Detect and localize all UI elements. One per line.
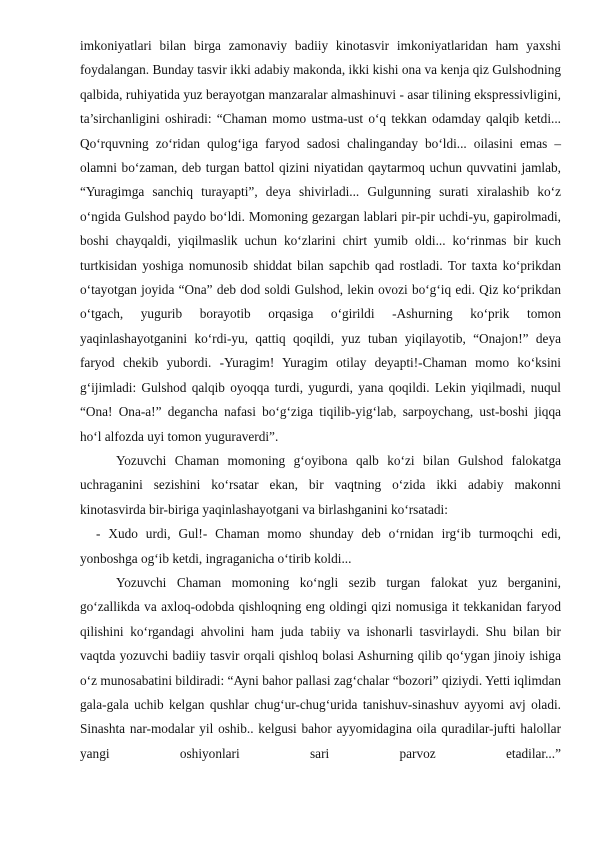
body-paragraph: Yozuvchi Chaman momoning ko‘ngli sezib turgan falokat yuz berganini, go‘zallikda va axloq-odobda qishloqning eng oldingi qizi nomusiga it tekkanidan faryod qilishini ko‘rgandagi ahvolini ham juda tabiiy va ishonarli tasvirlaydi. Shu bilan bir vaqtda yozuvchi badiiy tasvir orqali qishloq bolasi Ashurning qilib qo‘ygan jinoiy ishiga o‘z munosabatini bildiradi: “Ayni bahor pallasi zag‘chalar “bozori” qiziydi. Yetti iqlimdan gala-gala uchib kelgan qushlar chug‘ur-chug‘urida tanishuv-sinashuv ayyomi avj oladi. Sinashta nar-modalar yil oshib.. kelgusi bahor ayyomidagina oila quradilar-jufti halollar yangi oshiyonlari sari parvoz etadilar...” [80, 574, 561, 761]
dialogue-paragraph: - Xudo urdi, Gul!- Chaman momo shunday deb o‘rnidan irg‘ib turmoqchi edi, yonboshga og‘ib ketdi, ingraganicha o‘tirib koldi... [80, 526, 561, 566]
document-page [80, 34, 561, 766]
body-paragraph: imkoniyatlari bilan birga zamonaviy badiiy kinotasvir imkoniyatlaridan ham yaxshi foydalangan. Bunday tasvir ikki adabiy makonda, ikki kishi ona va kenja qiz Gulshodning qalbida, ruhiyatida yuz berayotgan manzaralar almashinuvi - asar tilining ekspressivligini, ta’sirchanligini oshiradi: “Chaman momo ustma-ust o‘q tekkan odamday qalqib ketdi... Qo‘rquvning zo‘ridan qulog‘iga faryod sadosi chalinganday bo‘ldi... oilasini emas – olamni bo‘zaman, deb turgan battol qizini niyatidan qaytarmoq uchun quvvatini jamlab, “Yuragimga sanchiq turayapti”, deya shivirladi... Gulgunning surati xiralashib ko‘z o‘ngida Gulshod paydo bo‘ldi. Momoning gezargan lablari pir-pir uchdi-yu, gapirolmadi, boshi chayqaldi, yiqilmaslik uchun ko‘zlarini chirt yumib oldi... ko‘rinmas bir kuch turtkisidan yoshiga nomunosib shiddat bilan sapchib qad rostladi. Tor taxta ko‘prikdan o‘tayotgan joyida “Ona” deb dod soldi Gulshod, lekin ovozi bo‘g‘iq edi. Qiz ko‘prikdan o‘tgach, yugurib borayotib orqasiga o‘girildi -Ashurning ko‘prik tomon yaqinlashayotganini ko‘rdi-yu, qattiq qoqildi, yuz tuban yiqilayotib, “Onajon!” deya faryod chekib yubordi. -Yuragim! Yuragim otilay deyapti!-Chaman momo ko‘ksini g‘ijimladi: Gulshod qalqib oyoqqa turdi, yugurdi, yana qoqildi. Lekin yiqilmadi, nuqul “Ona! Ona-a!” degancha nafasi bo‘g‘ziga tiqilib-yig‘lab, sarpoychang, ust-boshi jiqqa ho‘l alfozda uyi tomon yuguraverdi”. [80, 38, 561, 444]
body-paragraph: Yozuvchi Chaman momoning g‘oyibona qalb ko‘zi bilan Gulshod falokatga uchraganini sezishini ko‘rsatar ekan, bir vaqtning o‘zida ikki adabiy makonni kinotasvirda bir-biriga yaqinlashayotgani va birlashganini ko‘rsatadi: [80, 452, 561, 517]
